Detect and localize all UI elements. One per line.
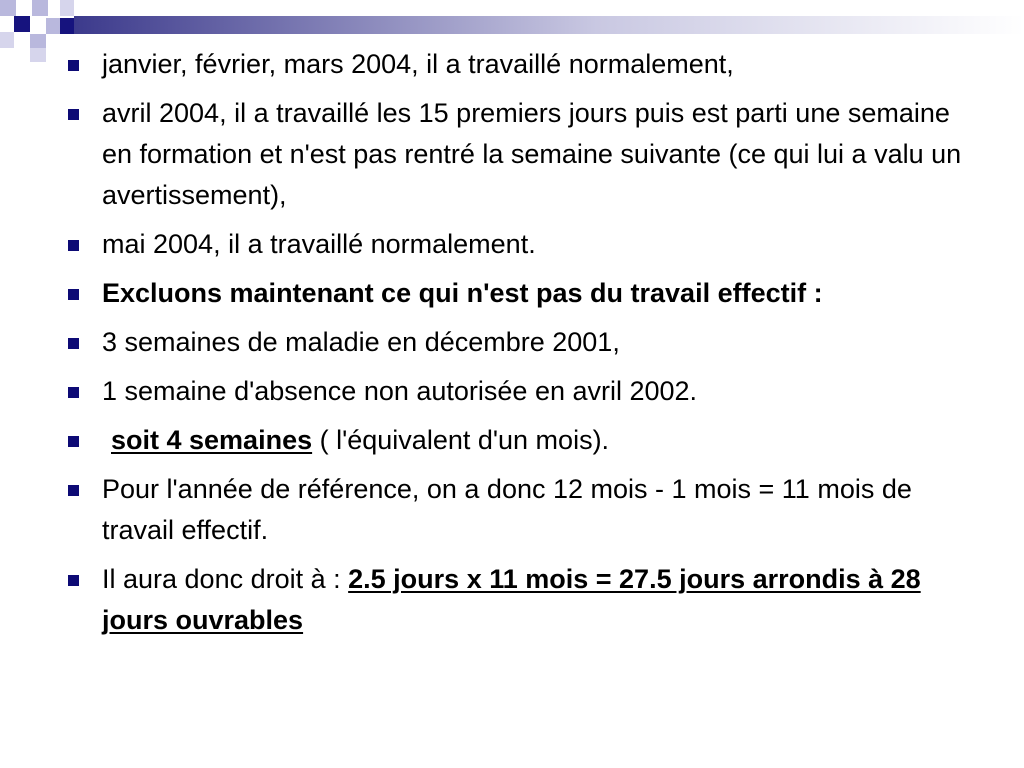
- bullet-square-icon: [68, 240, 79, 251]
- decor-square: [14, 16, 30, 32]
- list-item: [66, 224, 966, 265]
- bullet-text: Il aura donc droit à :: [102, 564, 349, 594]
- bullet-square-icon: [68, 60, 79, 71]
- decor-square: [46, 18, 60, 34]
- bullet-text: 1 semaine d'absence non autorisée en avril 2002.: [102, 376, 698, 406]
- decor-square: [60, 0, 74, 16]
- list-item: [66, 559, 966, 641]
- bullet-square-icon: [68, 436, 79, 447]
- bullet-text: ( l'équivalent d'un mois).: [312, 425, 610, 455]
- bullet-text: janvier, février, mars 2004, il a travaillé normalement,: [102, 49, 734, 79]
- bullet-text: 3 semaines de maladie en décembre 2001,: [102, 327, 620, 357]
- decor-square: [46, 34, 60, 48]
- bullet-text: Pour l'année de référence, on a donc 12 mois - 1 mois = 11 mois de travail effectif.: [102, 474, 912, 545]
- decor-square: [16, 0, 32, 16]
- bullet-square-icon: [68, 387, 79, 398]
- decor-square: [60, 18, 74, 34]
- list-item: [66, 469, 966, 551]
- decor-square: [30, 34, 46, 48]
- emphasis-text: soit 4 semaines: [111, 425, 313, 455]
- decor-square: [30, 48, 46, 62]
- bullet-text-bold: Excluons maintenant ce qui n'est pas du travail effectif :: [102, 278, 823, 308]
- list-item: [66, 322, 966, 363]
- list-item: [66, 420, 966, 461]
- bullet-square-icon: [68, 485, 79, 496]
- list-item: [66, 44, 966, 85]
- bullet-text: mai 2004, il a travaillé normalement.: [102, 229, 536, 259]
- decor-square: [0, 32, 14, 48]
- decor-square: [0, 0, 16, 16]
- decor-square: [32, 0, 48, 16]
- list-item: [66, 93, 966, 216]
- bullet-square-icon: [68, 109, 79, 120]
- bullet-square-icon: [68, 575, 79, 586]
- bullet-list: [66, 44, 966, 649]
- bullet-text: avril 2004, il a travaillé les 15 premiers jours puis est parti une semaine en formation et n'est pas rentré la semaine suivante (ce qui lui a valu un avertissement),: [102, 98, 962, 210]
- header-gradient-bar: [74, 16, 1024, 34]
- list-item: [66, 273, 966, 314]
- bullet-square-icon: [68, 289, 79, 300]
- emphasis-text: 2.5 jours x 11 mois = 27.5 jours arrondis à 28 jours ouvrables: [102, 564, 921, 635]
- list-item: [66, 371, 966, 412]
- bullet-square-icon: [68, 338, 79, 349]
